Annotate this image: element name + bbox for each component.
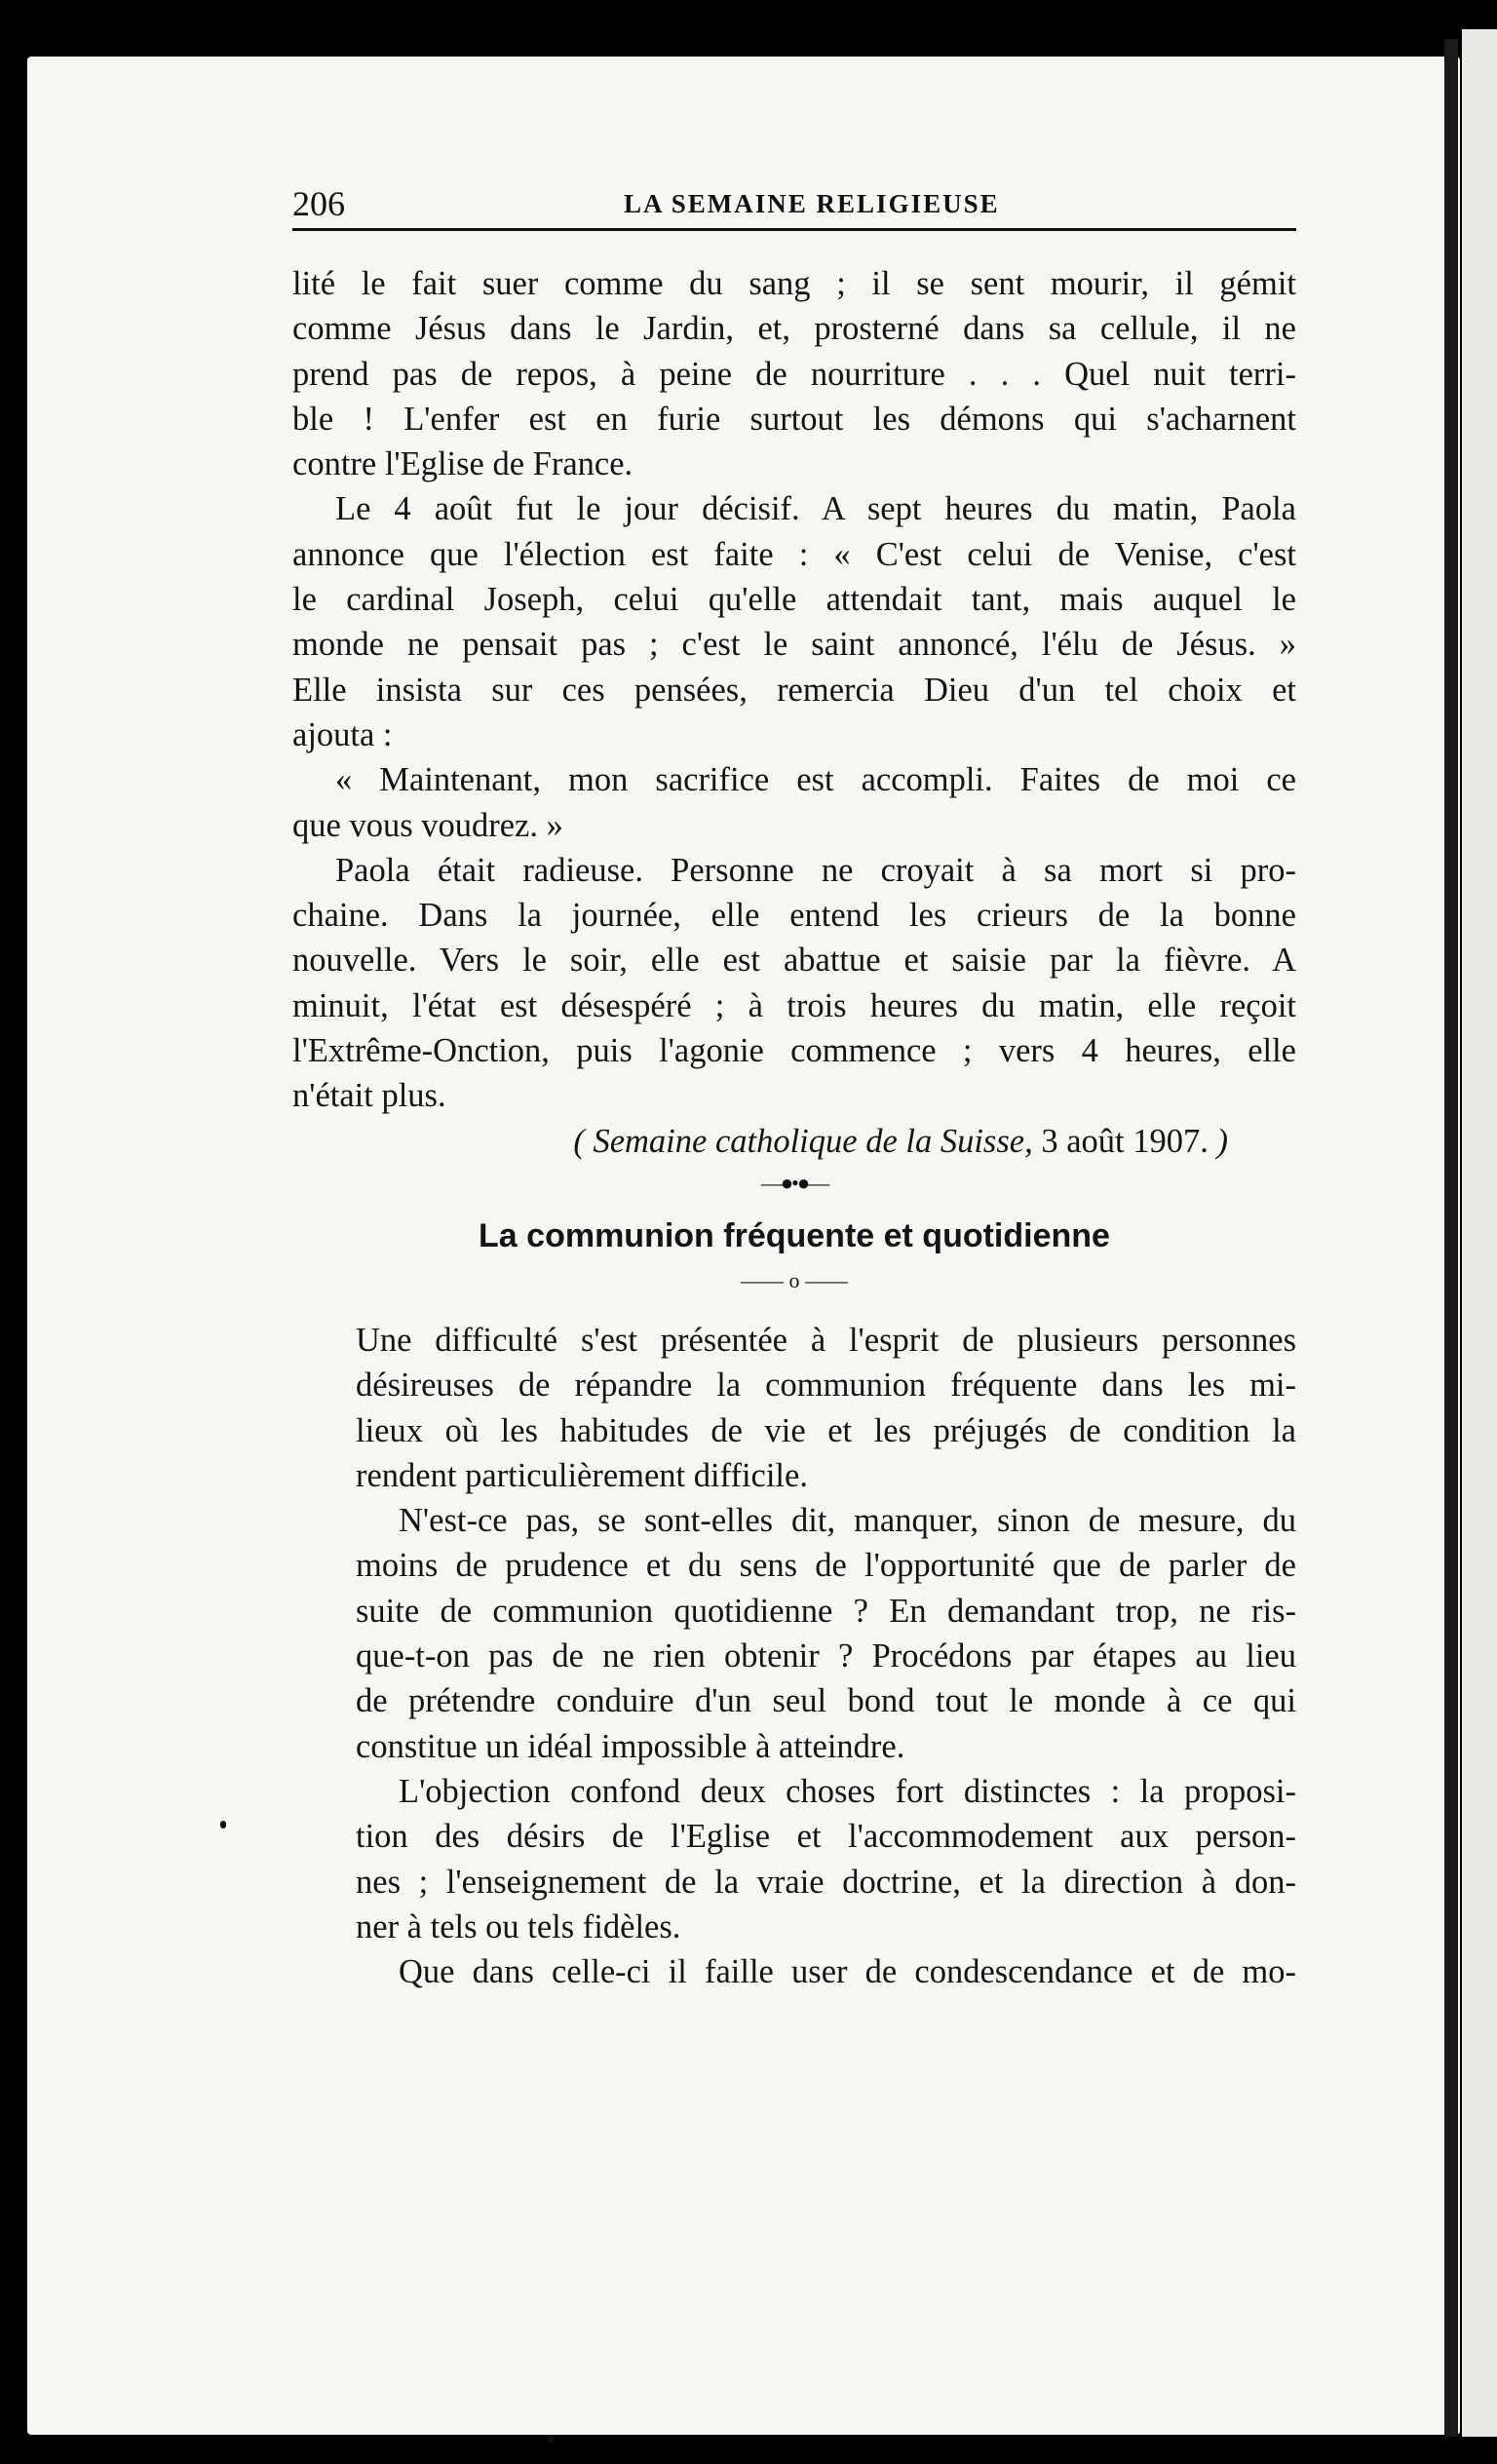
page-number: 206 [292, 184, 345, 223]
text-line: contre l'Eglise de France. [292, 445, 633, 483]
text-line: chaine. Dans la journée, elle entend les crieurs de la bonne [292, 897, 1296, 935]
text-line: ajouta : [292, 715, 393, 753]
paragraph-7 [356, 1769, 1296, 1949]
text-line: tion des désirs de l'Eglise et l'accommodement aux person- [356, 1818, 1296, 1856]
text-line: lité le fait suer comme du sang ; il se sent mourir, il gémit [292, 265, 1296, 302]
text-line: ble ! L'enfer est en furie surtout les démons qui s'acharnent [292, 400, 1296, 438]
text-line: Paola était radieuse. Personne ne croyait à sa mort si pro- [335, 851, 1296, 889]
body-text [292, 261, 1296, 1994]
text-line: n'était plus. [292, 1077, 446, 1115]
text-line: prend pas de repos, à peine de nourriture . . . Quel nuit terri- [292, 355, 1296, 393]
attribution-close: ) [1216, 1122, 1228, 1160]
scan-speck [220, 1821, 226, 1829]
text-line: ner à tels ou tels fidèles. [356, 1907, 681, 1945]
paragraph-6 [356, 1498, 1296, 1769]
text-line: le cardinal Joseph, celui qu'elle attendait tant, mais auquel le [292, 581, 1296, 619]
text-line: l'Extrême-Onction, puis l'agonie commence ; vers 4 heures, elle [292, 1032, 1296, 1070]
paragraph-8 [356, 1949, 1296, 1994]
paragraph-2 [292, 486, 1296, 757]
text-line: nes ; l'enseignement de la vraie doctrine, et la direction à don- [356, 1863, 1296, 1901]
text-line: de prétendre conduire d'un seul bond tout le monde à ce qui [356, 1682, 1296, 1720]
source-attribution [292, 1119, 1296, 1164]
text-line: suite de communion quotidienne ? En demandant trop, ne ris- [356, 1592, 1296, 1630]
text-line: « Maintenant, mon sacrifice est accompli. Faites de moi ce [335, 761, 1296, 799]
section-subtitle: —— o —— [741, 1267, 848, 1292]
attribution-open: ( [573, 1122, 585, 1160]
scan-speck [548, 2435, 554, 2443]
page-gutter [1444, 39, 1458, 2437]
section-title: La communion fréquente et quotidienne [479, 1216, 1110, 1254]
text-line: comme Jésus dans le Jardin, et, prosterné dans sa cellule, il ne [292, 310, 1296, 348]
next-page-edge [1462, 29, 1497, 2437]
text-line: L'objection confond deux choses fort distinctes : la proposi- [399, 1772, 1296, 1810]
text-line: annonce que l'élection est faite : « C'est celui de Venise, c'est [292, 535, 1296, 573]
paragraph-4 [292, 848, 1296, 1119]
text-line: moins de prudence et du sens de l'opportunité que de parler de [356, 1547, 1296, 1585]
text-line: N'est-ce pas, se sont-elles dit, manquer, sinon de mesure, du [399, 1502, 1296, 1540]
text-line: rendent particulièrement difficile. [356, 1456, 808, 1494]
text-line: Que dans celle-ci il faille user de condescendance et de mo- [399, 1953, 1296, 1991]
text-line: Le 4 août fut le jour décisif. A sept heures du matin, Paola [335, 490, 1296, 528]
text-line: Elle insista sur ces pensées, remercia Dieu d'un tel choix et [292, 671, 1296, 709]
paragraph-5 [356, 1318, 1296, 1498]
text-line: monde ne pensait pas ; c'est le saint annoncé, l'élu de Jésus. » [292, 626, 1296, 664]
attribution-date: 3 août 1907. [1041, 1122, 1209, 1160]
paragraph-1 [292, 261, 1296, 486]
text-line: nouvelle. Vers le soir, elle est abattue et saisie par la fièvre. A [292, 942, 1296, 980]
text-line: désireuses de répandre la communion fréquente dans les mi- [356, 1367, 1296, 1405]
ornament-divider: —●•●— [760, 1170, 828, 1195]
text-line: lieux où les habitudes de vie et les préjugés de condition la [356, 1411, 1296, 1449]
section-body [292, 1318, 1296, 1994]
text-line: que-t-on pas de ne rien obtenir ? Procédons par étapes au lieu [356, 1637, 1296, 1675]
paragraph-3 [292, 757, 1296, 848]
running-title: LA SEMAINE RELIGIEUSE [624, 189, 1000, 218]
text-line: Une difficulté s'est présentée à l'esprit de plusieurs personnes [356, 1321, 1296, 1359]
text-line: constitue un idéal impossible à atteindre. [356, 1727, 905, 1765]
attribution-source: Semaine catholique de la Suisse, [593, 1122, 1033, 1160]
page-header [292, 183, 1296, 231]
text-line: minuit, l'état est désespéré ; à trois heures du matin, elle reçoit [292, 986, 1296, 1024]
text-line: que vous voudrez. » [292, 806, 563, 844]
